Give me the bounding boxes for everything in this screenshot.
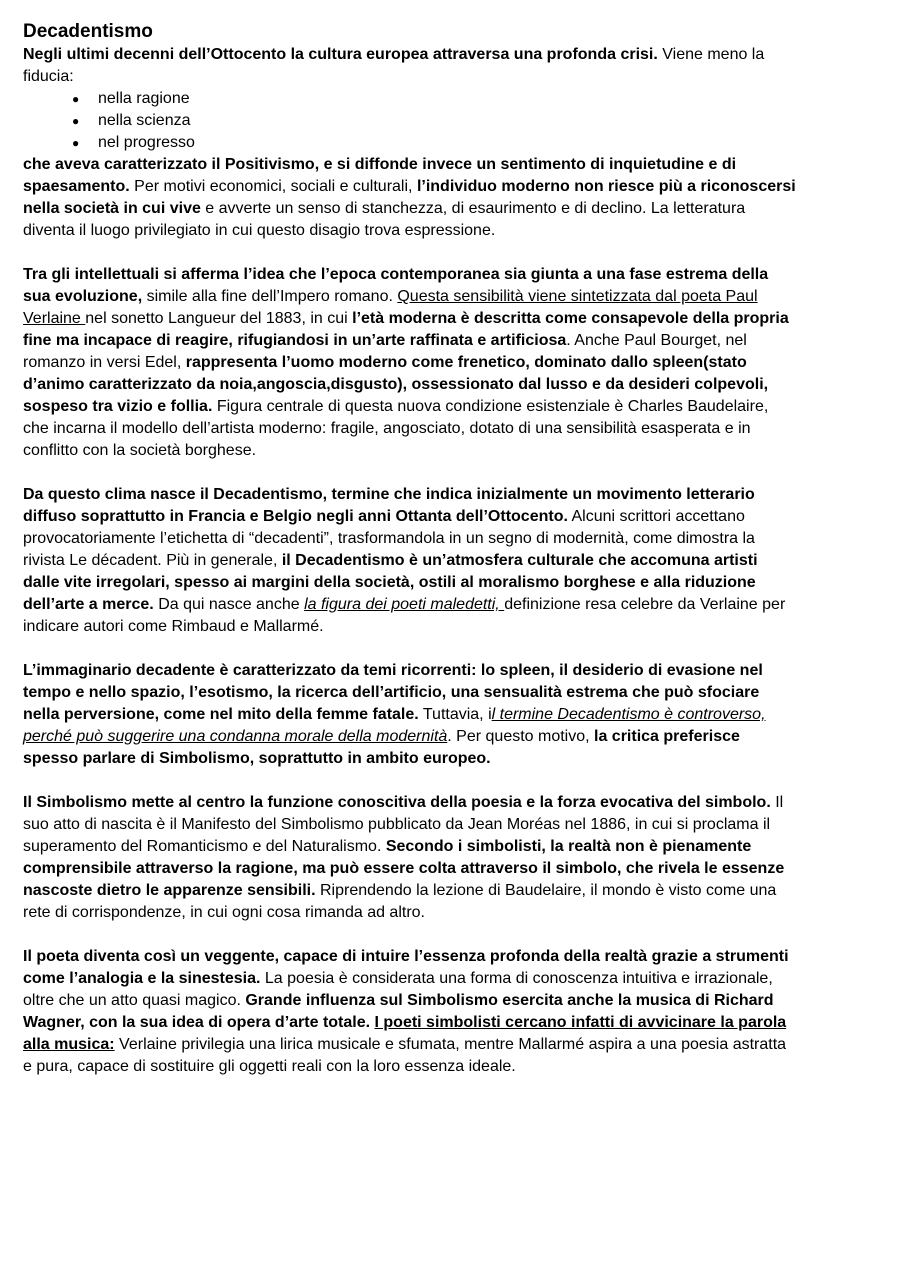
paragraph-immaginario [23,660,798,770]
document-page [23,20,798,1078]
list-item: ● nella scienza [98,110,798,132]
paragraph-spacer [23,242,798,264]
bold-text: Il Simbolismo mette al centro la funzione conoscitiva della poesia e la forza evocativa del simbolo. [23,794,771,811]
underlined-bold-text: I poeti simbolisti cercano infatti di avvicinare la parola alla musica: [23,1014,787,1053]
bold-text: che aveva caratterizzato il Positivismo, e si diffonde invece un sentimento di inquietudine e di spaesamento. [23,156,737,195]
paragraph-spacer [23,770,798,792]
paragraph-decadentismo [23,484,798,638]
plain-text: Da qui nasce anche [153,596,305,613]
plain-text: simile alla fine dell’Impero romano. [142,288,398,305]
bold-text: Secondo i simbolisti, la realtà non è pienamente comprensibile attraverso la ragione, ma può essere colta attraverso il simbolo, che rivela le essenze nascoste dietro le apparenze sensibili. [23,838,785,899]
bold-text: rappresenta l’uomo moderno come frenetico, dominato dallo spleen(stato d’animo caratterizzato da noia,angoscia,disgusto), ossessionato dal lusso e da desideri colpevoli, sospeso tra vizio e follia. [23,354,769,415]
plain-text: Il suo atto di nascita è il Manifesto del Simbolismo pubblicato da Jean Moréas nel 1886, in cui si proclama il superamento del Romanticismo e del Naturalismo. [23,794,784,855]
plain-text: La poesia è considerata una forma di conoscenza intuitiva e irrazionale, oltre che un atto quasi magico. [23,970,773,1009]
paragraph-intellectuals [23,264,798,462]
bold-text: L’immaginario decadente è caratterizzato da temi ricorrenti: lo spleen, il desiderio di evasione nel tempo e nello spazio, l’esotismo, la ricerca dell’artificio, una sensualità estrema che può sfociare nella perversione, come nel mito della femme fatale. [23,662,763,723]
bold-text: il Decadentismo è un’atmosfera culturale che accomuna artisti dalle vite irregolari, spesso ai margini della società, ostili al moralismo borghese e alla riduzione dell’arte a merce. [23,552,758,613]
bold-text: l’età moderna è descritta come consapevole della propria fine ma incapace di reagire, rifugiandosi in un’arte raffinata e artificiosa [23,310,789,349]
bold-text: l’individuo moderno non riesce più a riconoscersi nella società in cui vive [23,178,796,217]
paragraph-simbolismo [23,792,798,924]
list-item: ● nel progresso [98,132,798,154]
paragraph-poeta-veggente [23,946,798,1078]
document-title: Decadentismo [23,21,153,42]
plain-text: Per motivi economici, sociali e culturali, [129,178,417,195]
underlined-text: Questa sensibilità viene sintetizzata dal poeta Paul Verlaine [23,288,758,327]
plain-text: Verlaine privilegia una lirica musicale e sfumata, mentre Mallarmé aspira a una poesia astratta e pura, capace di sostituire gli oggetti reali con la loro essenza ideale. [23,1036,787,1075]
bold-text: la critica preferisce spesso parlare di Simbolismo, soprattutto in ambito europeo. [23,728,740,767]
list-item: ● nella ragione [98,88,798,110]
paragraph-intro [23,44,798,88]
plain-text: . Per questo motivo, [447,728,595,745]
plain-text: . Anche Paul Bourget, nel romanzo in versi Edel, [23,332,747,371]
plain-text: Tuttavia, i [418,706,492,723]
bold-text: Negli ultimi decenni dell’Ottocento la cultura europea attraversa una profonda crisi. [23,46,658,63]
plain-text: e avverte un senso di stanchezza, di esaurimento e di declino. La letteratura diventa il luogo privilegiato in cui questo disagio trova espressione. [23,200,746,239]
paragraph-spacer [23,462,798,484]
bullet-list [23,88,798,154]
plain-text: Alcuni scrittori accettano provocatoriamente l’etichetta di “decadenti”, trasformandola in un segno di modernità, come dimostra la rivista Le décadent. Più in generale, [23,508,755,569]
bold-text: Da questo clima nasce il Decadentismo, termine che indica inizialmente un movimento letterario diffuso soprattutto in Francia e Belgio negli anni Ottanta dell’Ottocento. [23,486,755,525]
underlined-italic-text: l termine Decadentismo è controverso, perché può suggerire una condanna morale della modernità [23,706,766,745]
bold-text: Il poeta diventa così un veggente, capace di intuire l’essenza profonda della realtà grazie a strumenti come l’analogia e la sinestesia. [23,948,789,987]
underlined-italic-text: la figura dei poeti maledetti, [304,596,505,613]
plain-text: Figura centrale di questa nuova condizione esistenziale è Charles Baudelaire, che incarna il modello dell’artista moderno: fragile, angosciato, dotato di una sensibilità esasperata e in conflitto con la società borghese. [23,398,769,459]
bold-text: Grande influenza sul Simbolismo esercita anche la musica di Richard Wagner, con la sua idea di opera d’arte totale. [23,992,774,1031]
paragraph-spacer [23,638,798,660]
plain-text: nel sonetto Langueur del 1883, in cui [85,310,353,327]
plain-text: definizione resa celebre da Verlaine per indicare autori come Rimbaud e Mallarmé. [23,596,786,635]
paragraph-spacer [23,924,798,946]
bold-text: Tra gli intellettuali si afferma l’idea che l’epoca contemporanea sia giunta a una fase estrema della sua evoluzione, [23,266,769,305]
plain-text: Viene meno la fiducia: [23,46,765,85]
plain-text: Riprendendo la lezione di Baudelaire, il mondo è visto come una rete di corrispondenze, in cui ogni cosa rimanda ad altro. [23,882,777,921]
paragraph-crisis [23,154,798,242]
